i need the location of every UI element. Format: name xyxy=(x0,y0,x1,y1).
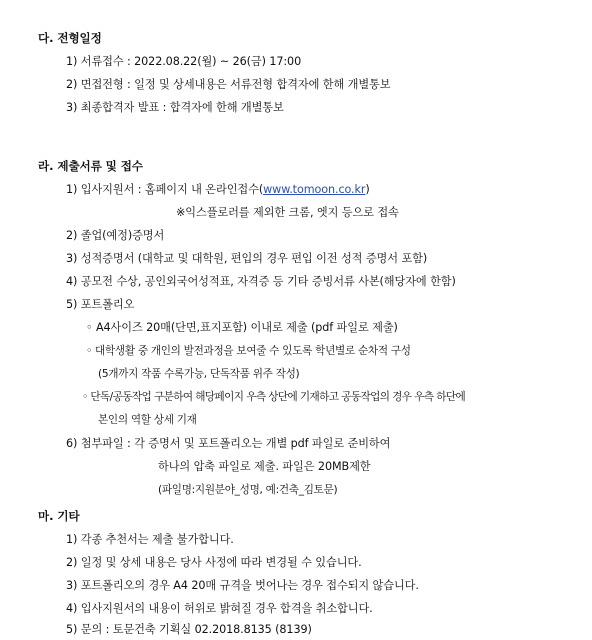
portfolio-bullet-3-cont: 본인의 역할 상세 기재 xyxy=(98,414,197,426)
documents-item-1 xyxy=(66,182,370,198)
etc-item-5: 5) 문의 : 토문건축 기획실 02.2018.8135 (8139) xyxy=(66,623,312,636)
documents-item-4: 4) 공모전 수상, 공인외국어성적표, 자격증 등 기타 증빙서류 사본(해당자에 한함) xyxy=(66,275,456,288)
etc-item-2: 2) 일정 및 상세 내용은 당사 사정에 따라 변경될 수 있습니다. xyxy=(66,556,362,569)
etc-item-4: 4) 입사지원서의 내용이 허위로 밝혀질 경우 합격을 취소합니다. xyxy=(66,602,373,615)
documents-item-1-close: ) xyxy=(365,183,370,196)
documents-item-5: 5) 포트폴리오 xyxy=(66,298,135,311)
section-heading-etc: 마. 기타 xyxy=(38,509,80,523)
documents-item-2: 2) 졸업(예정)증명서 xyxy=(66,229,165,242)
documents-item-6-line-2: 하나의 압축 파일로 제출. 파일은 20MB제한 xyxy=(158,460,371,473)
homepage-link[interactable]: www.tomoon.co.kr xyxy=(263,183,366,196)
schedule-item-1: 1) 서류접수 : 2022.08.22(월) ~ 26(금) 17:00 xyxy=(66,55,302,68)
portfolio-bullet-3: ◦ 단독/공동작업 구분하여 해당페이지 우측 상단에 기재하고 공동작업의 경우 우측 하단에 xyxy=(82,391,466,403)
portfolio-bullet-1: ◦ A4사이즈 20매(단면,표지포함) 이내로 제출 (pdf 파일로 제출) xyxy=(86,321,398,334)
etc-item-3: 3) 포트폴리오의 경우 A4 20매 규격을 벗어나는 경우 접수되지 않습니다. xyxy=(66,579,419,592)
etc-item-1: 1) 각종 추천서는 제출 불가합니다. xyxy=(66,533,234,546)
browser-note: ※익스플로러를 제외한 크롬, 엣지 등으로 접속 xyxy=(176,206,399,219)
documents-item-3: 3) 성적증명서 (대학교 및 대학원, 편입의 경우 편입 이전 성적 증명서 포함) xyxy=(66,252,428,265)
documents-item-1-text: 1) 입사지원서 : 홈페이지 내 온라인접수( xyxy=(66,183,264,196)
section-heading-schedule: 다. 전형일정 xyxy=(38,31,102,45)
section-heading-documents: 라. 제출서류 및 접수 xyxy=(38,159,143,173)
documents-item-6: 6) 첨부파일 : 각 증명서 및 포트폴리오는 개별 pdf 파일로 준비하여 xyxy=(66,437,391,450)
schedule-item-2: 2) 면접전형 : 일정 및 상세내용은 서류전형 합격자에 한해 개별통보 xyxy=(66,78,391,91)
documents-item-6-line-3: (파일명:지원분야_성명, 예:건축_김토문) xyxy=(158,484,338,496)
portfolio-bullet-2: ◦ 대학생활 중 개인의 발전과정을 보여줄 수 있도록 학년별로 순차적 구성 xyxy=(86,345,411,357)
portfolio-bullet-2-note: (5개까지 작품 수록가능, 단독작품 위주 작성) xyxy=(98,368,300,380)
schedule-item-3: 3) 최종합격자 발표 : 합격자에 한해 개별통보 xyxy=(66,101,284,114)
